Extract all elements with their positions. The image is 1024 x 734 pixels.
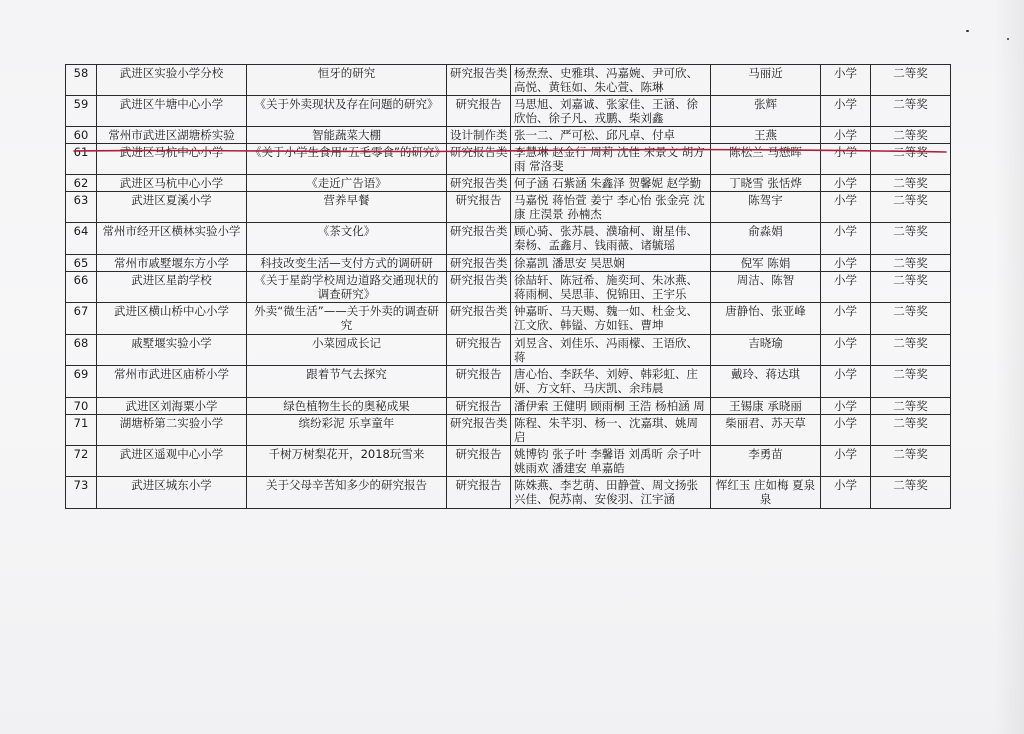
award-cell: 二等奖 bbox=[871, 415, 951, 446]
row-number: 60 bbox=[66, 127, 97, 144]
row-number: 63 bbox=[66, 192, 97, 223]
teacher-cell: 倪军 陈娟 bbox=[711, 255, 821, 272]
project-title-cell: 《关于外卖现状及存在问题的研究》 bbox=[247, 96, 447, 127]
table-row bbox=[66, 335, 951, 366]
students-cell: 潘伊索 王健明 顾雨桐 王浩 杨柏涵 周 bbox=[511, 398, 711, 415]
school-cell: 湖塘桥第二实验小学 bbox=[97, 415, 247, 446]
table-row bbox=[66, 127, 951, 144]
row-number: 72 bbox=[66, 446, 97, 477]
project-type-cell: 研究报告 bbox=[447, 192, 511, 223]
table-row bbox=[66, 175, 951, 192]
school-cell: 武进区夏溪小学 bbox=[97, 192, 247, 223]
level-cell: 小学 bbox=[821, 446, 871, 477]
award-cell: 二等奖 bbox=[871, 303, 951, 335]
row-number: 62 bbox=[66, 175, 97, 192]
project-title-cell: 绿色植物生长的奥秘成果 bbox=[247, 398, 447, 415]
project-title-cell: 《走近广告语》 bbox=[247, 175, 447, 192]
school-cell: 常州市武进区湖塘桥实验 bbox=[97, 127, 247, 144]
table-row bbox=[66, 272, 951, 303]
level-cell: 小学 bbox=[821, 272, 871, 303]
project-title-cell: 外卖“微生活”——关于外卖的调查研究 bbox=[247, 303, 447, 335]
students-cell: 顾心骑、张苏晨、濮瑜柯、谢星伟、秦杨、孟鑫月、钱雨薇、诸毓瑶 bbox=[511, 223, 711, 255]
level-cell: 小学 bbox=[821, 175, 871, 192]
level-cell: 小学 bbox=[821, 366, 871, 398]
award-cell: 二等奖 bbox=[871, 144, 951, 175]
project-type-cell: 研究报告类 bbox=[447, 303, 511, 335]
students-cell: 何子涵 石紫涵 朱鑫泽 贺馨妮 赵学勤 bbox=[511, 175, 711, 192]
project-type-cell: 研究报告 bbox=[447, 446, 511, 477]
teacher-cell: 丁晓雪 张恬烨 bbox=[711, 175, 821, 192]
project-title-cell: 《关于星韵学校周边道路交通现状的调查研究》 bbox=[247, 272, 447, 303]
table-row bbox=[66, 446, 951, 477]
teacher-cell: 吉晓瑜 bbox=[711, 335, 821, 366]
project-type-cell: 研究报告类 bbox=[447, 255, 511, 272]
project-type-cell: 研究报告类 bbox=[447, 144, 511, 175]
teacher-cell: 马丽近 bbox=[711, 65, 821, 96]
award-cell: 二等奖 bbox=[871, 223, 951, 255]
award-cell: 二等奖 bbox=[871, 255, 951, 272]
teacher-cell: 戴玲、蒋达琪 bbox=[711, 366, 821, 398]
project-title-cell: 关于父母辛苦知多少的研究报告 bbox=[247, 477, 447, 509]
project-title-cell: 智能蔬菜大棚 bbox=[247, 127, 447, 144]
project-title-cell: 科技改变生活—支付方式的调研研 bbox=[247, 255, 447, 272]
table-row bbox=[66, 398, 951, 415]
table-row bbox=[66, 477, 951, 509]
teacher-cell: 王燕 bbox=[711, 127, 821, 144]
project-title-cell: 小菜园成长记 bbox=[247, 335, 447, 366]
award-cell: 二等奖 bbox=[871, 96, 951, 127]
project-title-cell: 千树万树梨花开，2018玩雪来 bbox=[247, 446, 447, 477]
project-title-cell: 《关于小学生食用“五毛零食”的研究》 bbox=[247, 144, 447, 175]
school-cell: 武进区马杭中心小学 bbox=[97, 144, 247, 175]
school-cell: 常州市戚墅堰东方小学 bbox=[97, 255, 247, 272]
level-cell: 小学 bbox=[821, 144, 871, 175]
row-number: 64 bbox=[66, 223, 97, 255]
row-number: 67 bbox=[66, 303, 97, 335]
teacher-cell: 俞淼娟 bbox=[711, 223, 821, 255]
award-cell: 二等奖 bbox=[871, 65, 951, 96]
level-cell: 小学 bbox=[821, 255, 871, 272]
project-type-cell: 设计制作类 bbox=[447, 127, 511, 144]
teacher-cell: 陈松兰 马懋晖 bbox=[711, 144, 821, 175]
project-title-cell: 跟着节气去探究 bbox=[247, 366, 447, 398]
project-type-cell: 研究报告类 bbox=[447, 272, 511, 303]
project-type-cell: 研究报告 bbox=[447, 366, 511, 398]
row-number: 71 bbox=[66, 415, 97, 446]
school-cell: 常州市武进区庙桥小学 bbox=[97, 366, 247, 398]
teacher-cell: 王锡康 承晓丽 bbox=[711, 398, 821, 415]
students-cell: 张一二、严可松、邱凡卓、付卓 bbox=[511, 127, 711, 144]
row-number: 73 bbox=[66, 477, 97, 509]
students-cell: 徐喆轩、陈冠希、施奕珂、朱冰燕、蒋雨桐、吴思菲、倪锦田、王宇乐 bbox=[511, 272, 711, 303]
school-cell: 武进区城东小学 bbox=[97, 477, 247, 509]
project-type-cell: 研究报告类 bbox=[447, 415, 511, 446]
row-number: 69 bbox=[66, 366, 97, 398]
school-cell: 戚墅堰实验小学 bbox=[97, 335, 247, 366]
row-number: 70 bbox=[66, 398, 97, 415]
students-cell: 钟嘉昕、马天赐、魏一如、杜金戈、江文欣、韩镒、方如钰、曹坤 bbox=[511, 303, 711, 335]
table-row bbox=[66, 144, 951, 175]
project-type-cell: 研究报告类 bbox=[447, 65, 511, 96]
table-row bbox=[66, 255, 951, 272]
award-cell: 二等奖 bbox=[871, 272, 951, 303]
award-cell: 二等奖 bbox=[871, 335, 951, 366]
award-cell: 二等奖 bbox=[871, 127, 951, 144]
table-row bbox=[66, 96, 951, 127]
teacher-cell: 张辉 bbox=[711, 96, 821, 127]
project-type-cell: 研究报告类 bbox=[447, 175, 511, 192]
level-cell: 小学 bbox=[821, 96, 871, 127]
table-row bbox=[66, 415, 951, 446]
level-cell: 小学 bbox=[821, 65, 871, 96]
level-cell: 小学 bbox=[821, 335, 871, 366]
project-title-cell: 营养早餐 bbox=[247, 192, 447, 223]
project-title-cell: 《茶文化》 bbox=[247, 223, 447, 255]
project-type-cell: 研究报告 bbox=[447, 398, 511, 415]
table-row bbox=[66, 366, 951, 398]
project-type-cell: 研究报告类 bbox=[447, 223, 511, 255]
project-title-cell: 缤纷彩泥 乐享童年 bbox=[247, 415, 447, 446]
row-number: 66 bbox=[66, 272, 97, 303]
award-cell: 二等奖 bbox=[871, 366, 951, 398]
students-cell: 唐心怡、李跃华、刘婷、韩彩虹、庄妍、方文轩、马庆凯、余玮晨 bbox=[511, 366, 711, 398]
project-type-cell: 研究报告 bbox=[447, 335, 511, 366]
students-cell: 陈程、朱芊羽、杨一、沈嘉琪、姚周启 bbox=[511, 415, 711, 446]
school-cell: 武进区横山桥中心小学 bbox=[97, 303, 247, 335]
award-cell: 二等奖 bbox=[871, 446, 951, 477]
school-cell: 武进区马杭中心小学 bbox=[97, 175, 247, 192]
school-cell: 武进区遥观中心小学 bbox=[97, 446, 247, 477]
table-row bbox=[66, 223, 951, 255]
school-cell: 常州市经开区横林实验小学 bbox=[97, 223, 247, 255]
level-cell: 小学 bbox=[821, 192, 871, 223]
award-cell: 二等奖 bbox=[871, 192, 951, 223]
school-cell: 武进区实验小学分校 bbox=[97, 65, 247, 96]
students-cell: 刘昱含、刘佳乐、冯雨檬、王语欣、蒋 bbox=[511, 335, 711, 366]
students-cell: 姚博钧 张子叶 李馨语 刘禹昕 佘子叶 姚雨欢 潘建安 单嘉皓 bbox=[511, 446, 711, 477]
project-type-cell: 研究报告 bbox=[447, 96, 511, 127]
level-cell: 小学 bbox=[821, 477, 871, 509]
teacher-cell: 柴丽君、苏天草 bbox=[711, 415, 821, 446]
row-number: 61 bbox=[66, 144, 97, 175]
project-type-cell: 研究报告 bbox=[447, 477, 511, 509]
level-cell: 小学 bbox=[821, 415, 871, 446]
teacher-cell: 陈驾宇 bbox=[711, 192, 821, 223]
school-cell: 武进区星韵学校 bbox=[97, 272, 247, 303]
students-cell: 杨焘焘、史雅琪、冯嘉婉、尹可欣、高悦、黄钰如、朱心萱、陈琳 bbox=[511, 65, 711, 96]
paper-speck bbox=[1007, 38, 1009, 40]
table-row bbox=[66, 65, 951, 96]
teacher-cell: 唐静怡、张亚峰 bbox=[711, 303, 821, 335]
students-cell: 李慧琳 赵金行 周莉 沈佳 宋景文 胡方雨 常洛斐 bbox=[511, 144, 711, 175]
row-number: 58 bbox=[66, 65, 97, 96]
level-cell: 小学 bbox=[821, 223, 871, 255]
award-cell: 二等奖 bbox=[871, 477, 951, 509]
level-cell: 小学 bbox=[821, 398, 871, 415]
award-cell: 二等奖 bbox=[871, 398, 951, 415]
level-cell: 小学 bbox=[821, 303, 871, 335]
level-cell: 小学 bbox=[821, 127, 871, 144]
teacher-cell: 李勇苗 bbox=[711, 446, 821, 477]
teacher-cell: 恽红玉 庄如梅 夏泉泉 bbox=[711, 477, 821, 509]
project-title-cell: 恒牙的研究 bbox=[247, 65, 447, 96]
row-number: 65 bbox=[66, 255, 97, 272]
awards-table bbox=[65, 64, 951, 509]
row-number: 59 bbox=[66, 96, 97, 127]
row-number: 68 bbox=[66, 335, 97, 366]
table-row bbox=[66, 192, 951, 223]
school-cell: 武进区刘海粟小学 bbox=[97, 398, 247, 415]
students-cell: 陈姝燕、李艺萌、田静萱、周文扬张兴佳、倪苏南、安俊羽、江宇涵 bbox=[511, 477, 711, 509]
students-cell: 徐嘉凯 潘思安 吴思娴 bbox=[511, 255, 711, 272]
table-row bbox=[66, 303, 951, 335]
award-cell: 二等奖 bbox=[871, 175, 951, 192]
paper-speck bbox=[966, 30, 969, 32]
students-cell: 马思旭、刘嘉诚、张家佳、王涵、徐欣怡、徐子凡、戎鹏、柴刘鑫 bbox=[511, 96, 711, 127]
teacher-cell: 周洁、陈智 bbox=[711, 272, 821, 303]
school-cell: 武进区牛塘中心小学 bbox=[97, 96, 247, 127]
students-cell: 马嘉悦 蒋怡萱 姜宁 李心怡 张金亮 沈康 庄淏景 孙楠杰 bbox=[511, 192, 711, 223]
